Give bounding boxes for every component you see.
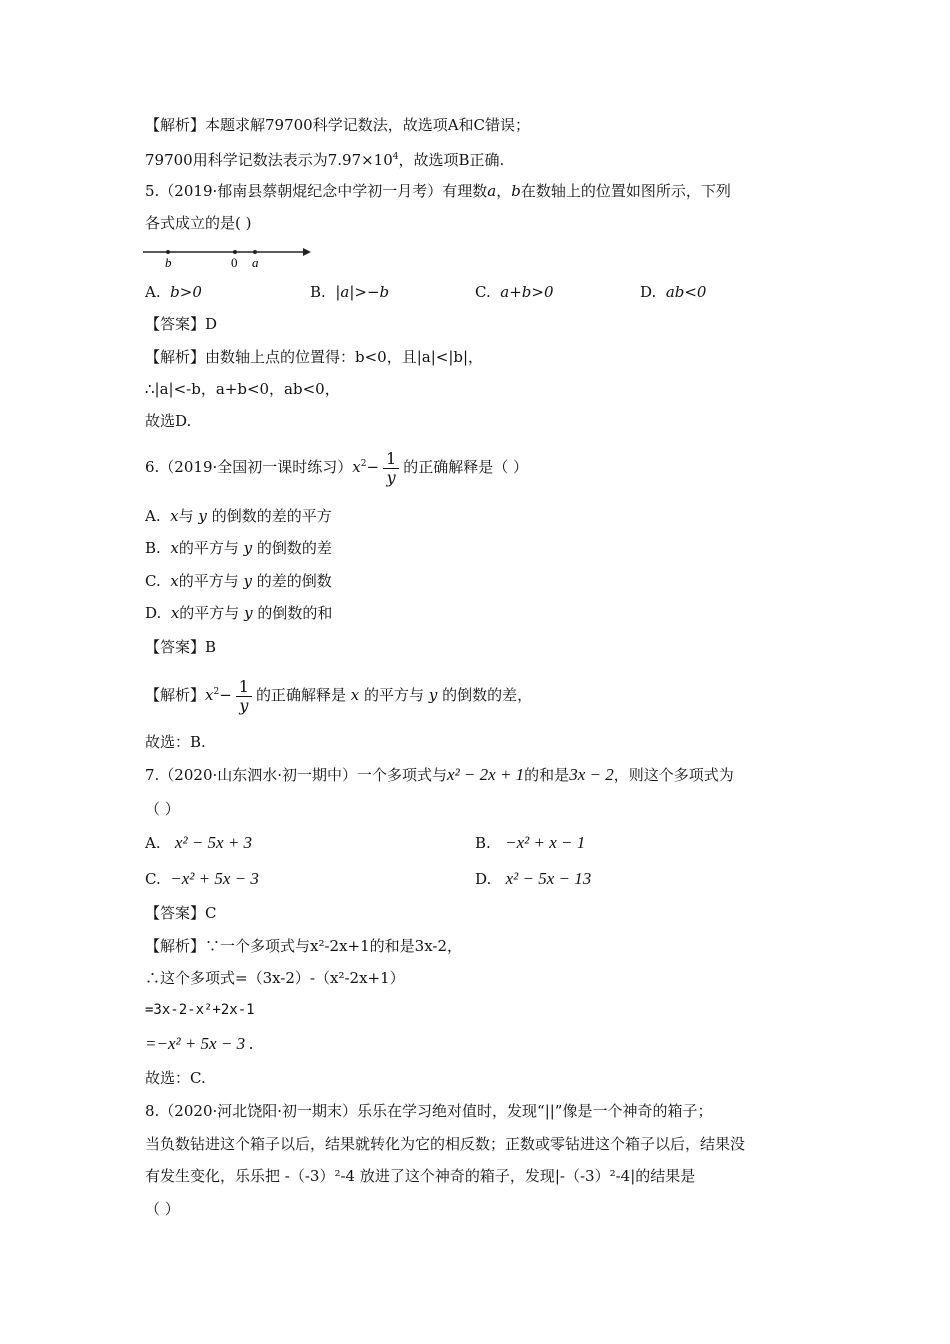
q6-option-d: D. x的平方与 y 的倒数的和 — [145, 604, 333, 622]
q6-option-a: A. x与 y 的倒数的差的平方 — [145, 507, 332, 525]
q5-stem-line2: 各式成立的是( ) — [145, 214, 252, 232]
q7-explanation-line5: 故选：C. — [145, 1069, 206, 1087]
q6-explanation-fraction: $\frac{1}{y}$ — [236, 678, 252, 715]
q7-explanation-line3: =3x-2-x²+2x-1 — [145, 1002, 255, 1018]
q5-answer: 【答案】D — [145, 315, 218, 333]
q5-stem-line1: 5.（2019·郁南县蔡朝焜纪念中学初一月考）有理数a，b在数轴上的位置如图所示，下列 — [145, 182, 731, 200]
q6-option-b: B. x的平方与 y 的倒数的差 — [145, 539, 332, 557]
q7-answer: 【答案】C — [145, 904, 217, 922]
q7-explanation-line1: 【解析】∵一个多项式与x²-2x+1的和是3x-2， — [145, 937, 463, 955]
point-a — [253, 250, 257, 254]
q5-option-d: D. ab<0 — [640, 283, 707, 301]
q5-option-a: A. b>0 — [145, 283, 202, 301]
q8-stem-line4: （ ） — [145, 1200, 180, 1218]
q6-fraction: $\frac{1}{y}$ — [383, 450, 399, 487]
q7-option-a: A. x² − 5x + 3 — [145, 833, 253, 852]
number-line-arrow — [303, 248, 311, 256]
q7-stem-line2: （ ） — [145, 800, 180, 818]
q6-explanation-line1: 【解析】$x^2-$ $\frac{1}{y}$ 的正确解释是 x 的平方与 y 的倒数的差， — [145, 676, 533, 715]
q6-option-c: C. x的平方与 y 的差的倒数 — [145, 572, 332, 590]
q4-explanation-line1: 【解析】本题求解79700科学记数法，故选项A和C错误； — [145, 116, 531, 134]
q5-explanation-line2: ∴|a|<-b，a+b<0，ab<0， — [145, 380, 340, 398]
q6-stem: 6.（2019·全国初一课时练习）$x^2-$ $\frac{1}{y}$ 的正确解释是（ ） — [145, 448, 529, 487]
q7-stem-line1: 7.（2020·山东泗水·初一期中）一个多项式与x² − 2x + 1的和是3x − 2，则这个多项式为 — [145, 765, 734, 784]
q8-stem-line1: 8.（2020·河北饶阳·初一期末）乐乐在学习绝对值时，发现“||”像是一个神奇的箱子； — [145, 1102, 713, 1120]
q4-explanation-line2: 79700用科学记数法表示为$7.97\times 10^4$，故选项B正确. — [145, 151, 505, 169]
label-zero: 0 — [231, 255, 238, 270]
q7-explanation-line2: ∴这个多项式=（3x-2）-（x²-2x+1） — [145, 969, 405, 987]
q8-stem-line2: 当负数钻进这个箱子以后，结果就转化为它的相反数；正数或零钻进这个箱子以后，结果没 — [145, 1135, 746, 1153]
q7-option-d: D. x² − 5x − 13 — [475, 869, 592, 888]
q6-answer: 【答案】B — [145, 638, 217, 656]
q7-option-c: C. −x² + 5x − 3 — [145, 869, 259, 888]
q5-option-b: B. |a|>−b — [310, 283, 390, 301]
label-b: b — [165, 255, 172, 270]
point-b — [166, 250, 170, 254]
q8-stem-line3: 有发生变化，乐乐把 -（-3）²-4 放进了这个神奇的箱子，发现|-（-3）²-4|的结果是 — [145, 1167, 696, 1185]
point-zero — [233, 250, 237, 254]
q7-option-b: B. −x² + x − 1 — [475, 833, 586, 852]
q7-explanation-line4: =−x² + 5x − 3 . — [145, 1034, 254, 1053]
q5-option-c: C. a+b>0 — [475, 283, 554, 301]
label-a: a — [252, 255, 259, 270]
q5-explanation-line3: 故选D. — [145, 412, 192, 430]
number-line-figure — [143, 244, 313, 270]
q6-explanation-line2: 故选：B. — [145, 733, 206, 751]
q5-explanation-line1: 【解析】由数轴上点的位置得：b<0，且|a|<|b|， — [145, 348, 484, 366]
